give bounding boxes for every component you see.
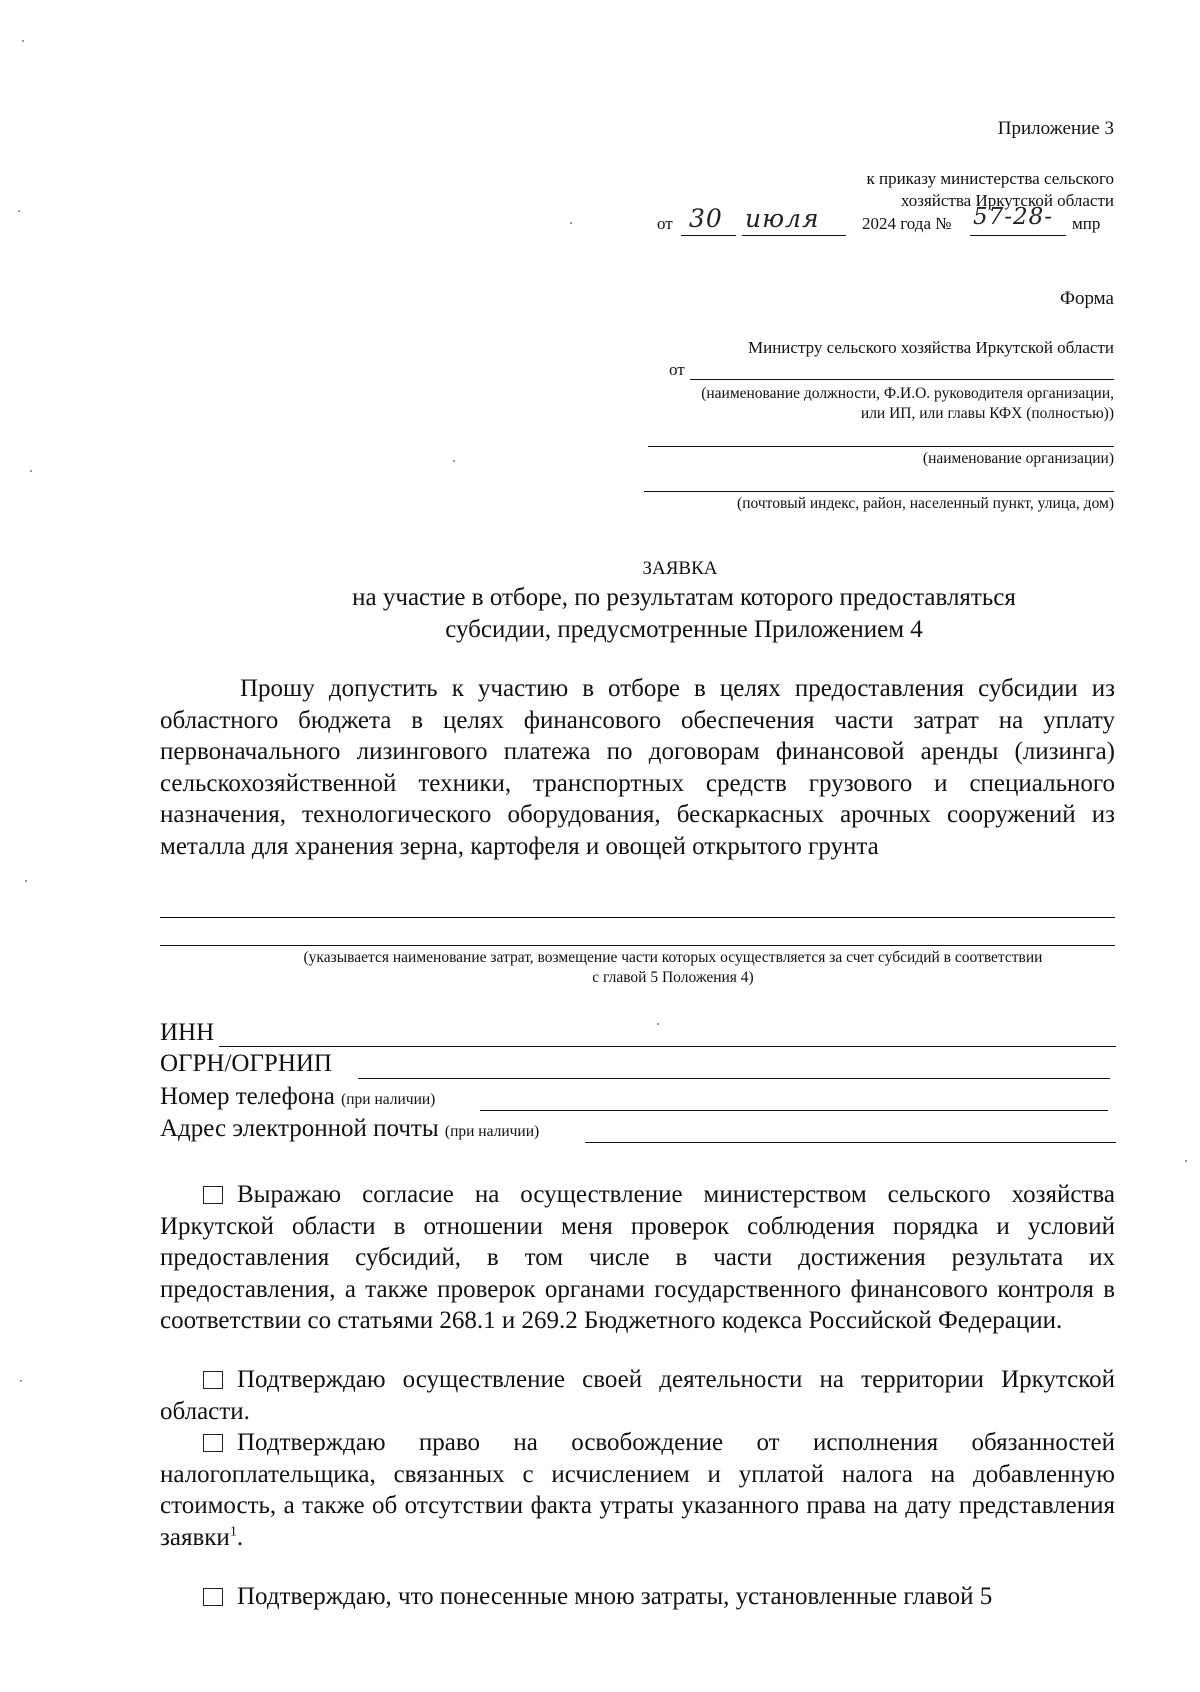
subtitle-line-1: на участие в отборе, по результатам которого предоставляться (352, 584, 1016, 611)
hint-name-line-2: или ИП, или главы КФХ (полностью)) (860, 405, 1114, 422)
order-number-handwritten: 57-28- (973, 204, 1054, 230)
costs-hint-line-2: с главой 5 Положения 4) (592, 969, 754, 986)
vat-exemption-text: Подтверждаю право на освобождение от исполнения обязанностей налогоплательщика, связанных с исчислением и уплатой налога на добавленную стоимость, а также об отсутствии факта утраты указанного права на дату представления заявки (160, 1429, 1115, 1551)
costs-fill-line-2[interactable] (160, 945, 1115, 946)
organization-hint: (наименование организации) (922, 450, 1114, 467)
consent-checks-text: Выражаю согласие на осуществление министерством сельского хозяйства Иркутской области в отношении меня проверок соблюдения порядка и условий предоставления субсидий, в том числе в части достижения результата их предоставления, а также проверок органами государственного финансового контроля в соответствии со статьями 268.1 и 269.2 Бюджетного кодекса Российской Федерации. (160, 1181, 1115, 1335)
consent-checks-checkbox[interactable] (203, 1186, 223, 1204)
scan-speck (25, 880, 27, 882)
order-day-line (681, 235, 736, 236)
scan-speck (1185, 1160, 1187, 1162)
scan-speck (18, 210, 20, 212)
costs-hint (230, 948, 1116, 988)
addressee-from-label: от (669, 360, 685, 379)
footnote-marker: 1 (229, 1524, 237, 1540)
consent-checks-item (160, 1179, 1115, 1337)
order-date-number (657, 204, 1117, 238)
addressee-name-hint (701, 384, 1114, 424)
order-line-2: хозяйства Иркутской области (900, 191, 1114, 210)
vat-exemption-checkbox[interactable] (203, 1434, 223, 1452)
phone-optional-note: (при наличии) (341, 1091, 436, 1108)
order-day-handwritten: 30 (689, 204, 723, 233)
inn-label: ИНН (160, 1019, 215, 1046)
email-optional-note: (при наличии) (444, 1123, 540, 1140)
ogrn-field[interactable] (358, 1078, 1110, 1079)
address-hint: (почтовый индекс, район, населенный пункт, улица, дом) (737, 495, 1114, 512)
email-label-text: Адрес электронной почты (160, 1115, 439, 1142)
order-number-line (970, 235, 1066, 236)
hint-name-line-1: (наименование должности, Ф.И.О. руководителя организации, (701, 385, 1114, 402)
email-field[interactable] (585, 1142, 1116, 1143)
scan-speck (22, 40, 24, 42)
organization-name-line (648, 446, 1114, 447)
costs-confirm-text: Подтверждаю, что понесенные мною затраты, установленные главой 5 (237, 1583, 993, 1610)
order-month-line (742, 235, 846, 236)
costs-confirm-item (160, 1581, 1115, 1613)
order-year-text: 2024 года № (862, 214, 952, 233)
document-subtitle (305, 582, 1063, 646)
scan-speck (570, 222, 572, 224)
activity-territory-text: Подтверждаю осуществление своей деятельности на территории Иркутской области. (160, 1366, 1115, 1425)
scan-speck (20, 1380, 22, 1382)
subtitle-line-2: субсидии, предусмотренные Приложением 4 (445, 616, 923, 643)
inn-field[interactable] (219, 1046, 1116, 1047)
scan-speck (657, 1023, 659, 1025)
vat-exemption-tail: . (236, 1523, 244, 1551)
order-suffix: мпр (1072, 214, 1101, 233)
order-month-handwritten: июля (745, 204, 820, 233)
costs-fill-line-1[interactable] (160, 917, 1115, 918)
address-line (644, 491, 1114, 492)
activity-territory-item (160, 1364, 1115, 1427)
costs-hint-line-1: (указывается наименование затрат, возмещение части которых осуществляется за счет субсидий в соответствии (303, 949, 1043, 966)
document-title: ЗАЯВКА (642, 558, 718, 579)
order-line-1: к приказу министерства сельского (866, 169, 1114, 188)
vat-exemption-item (160, 1427, 1115, 1553)
form-label: Форма (1059, 288, 1114, 309)
scan-speck (30, 470, 32, 472)
phone-field[interactable] (480, 1110, 1108, 1111)
request-paragraph: Прошу допустить к участию в отборе в целях предоставления субсидии из областного бюджета в целях финансового обеспечения части затрат на уплату первоначального лизингового платежа по договорам финансовой аренды (лизинга) сельскохозяйственной техники, транспортных средств грузового и специального назначения, технологического оборудования, бескаркасных арочных сооружений из металла для хранения зерна, картофеля и овощей открытого грунта (160, 675, 1115, 860)
costs-confirm-checkbox[interactable] (203, 1588, 223, 1606)
appendix-label: Приложение 3 (997, 118, 1114, 139)
phone-label (160, 1083, 435, 1111)
addressee-name-line (690, 379, 1114, 380)
addressee-minister: Министру сельского хозяйства Иркутской области (748, 338, 1114, 357)
email-label (160, 1115, 539, 1143)
phone-label-text: Номер телефона (160, 1083, 335, 1110)
ogrn-label: ОГРН/ОГРНИП (160, 1050, 332, 1077)
scan-speck (453, 460, 455, 462)
order-prefix: от (657, 214, 673, 233)
activity-territory-checkbox[interactable] (203, 1371, 223, 1389)
